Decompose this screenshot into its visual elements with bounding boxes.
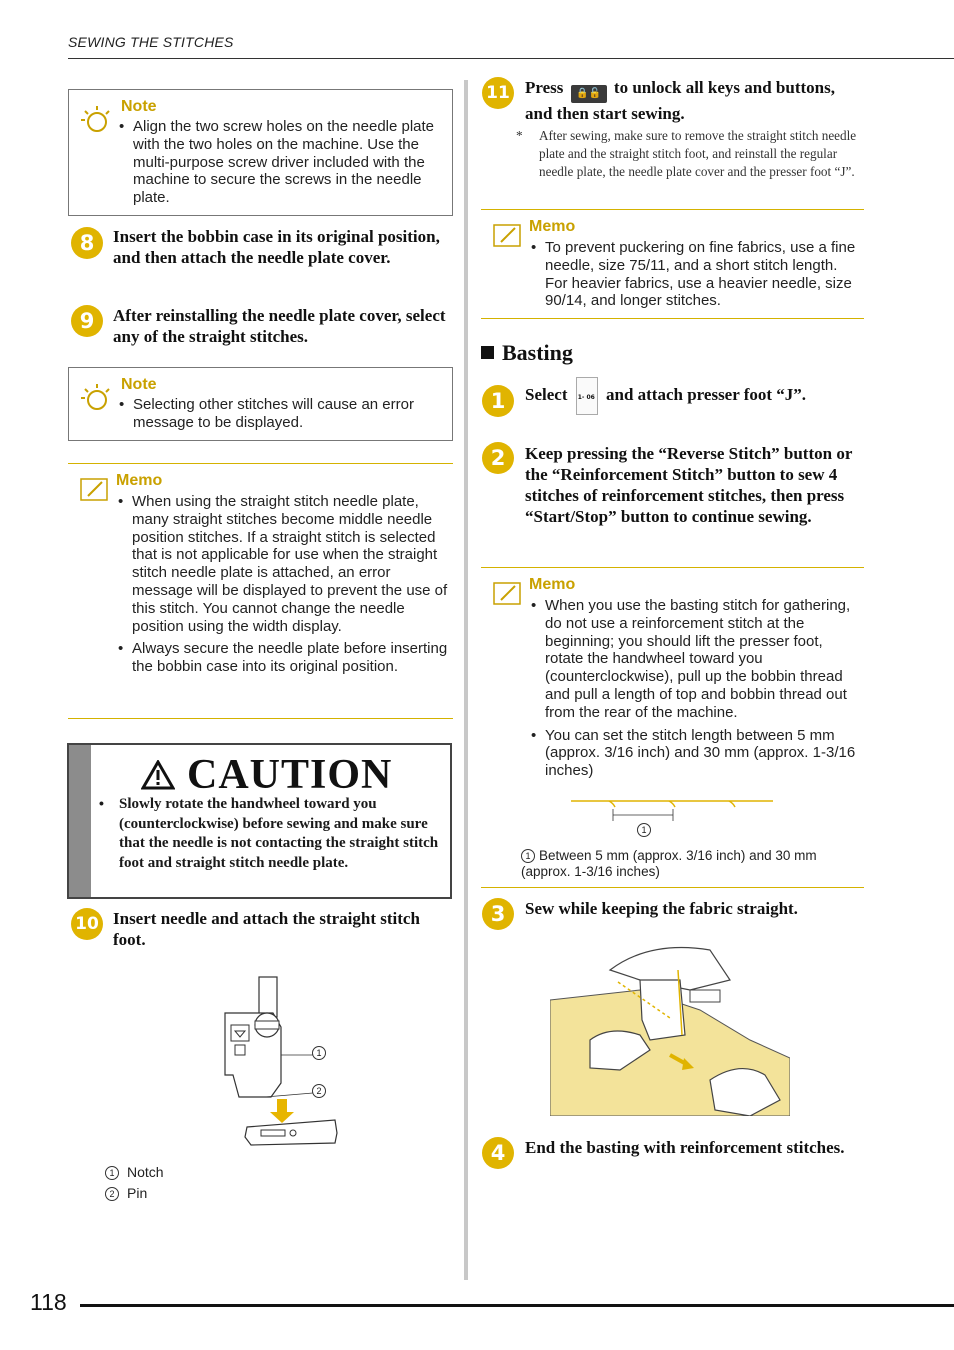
note-list	[119, 396, 439, 437]
memo-list	[531, 239, 856, 315]
section-title-basting	[481, 340, 573, 366]
column-divider	[464, 80, 468, 1280]
memo-box-1	[68, 463, 453, 719]
lightbulb-icon	[79, 380, 113, 414]
caution-bullet: •	[99, 795, 104, 811]
stitch-icon-label: 1- 06	[577, 394, 595, 402]
note-item: • Selecting other stitches will cause an error message to be displayed.	[119, 396, 439, 432]
sewing-illustration	[550, 940, 790, 1116]
step-b3-text: Sew while keeping the fabric straight.	[525, 899, 798, 918]
note-item: • Align the two screw holes on the needle plate with the two holes on the machine. Use the multi-purpose screw driver included with the machine to secure the screws in the needle plate.	[119, 118, 439, 207]
memo-item: • When using the straight stitch needle plate, many straight stitches become middle needle position stitches. If a straight stitch is selected that is not applicable for use when the straight stitch needle plate is attached, an error message will be displayed to prevent the use of this stitch. You cannot change the needle position using the width display.	[118, 493, 448, 635]
memo-item: • To prevent puckering on fine fabrics, use a fine needle, size 75/11, and a short stitch length. For heavier fabrics, use a heavier needle, size 90/14, and longer stitches.	[531, 239, 856, 310]
step-badge-b4: 4	[482, 1137, 514, 1169]
memo-box-2	[481, 209, 864, 319]
step-11-post: to unlock all keys and buttons, and then start sewing.	[525, 78, 835, 123]
pencil-note-icon	[80, 476, 110, 502]
page-number: 118	[30, 1289, 67, 1315]
caution-title: CAUTION	[187, 752, 393, 798]
legend-number: 1	[105, 1166, 119, 1180]
caption-text: Between 5 mm (approx. 3/16 inch) and 30 mm (approx. 1-3/16 inches)	[521, 848, 817, 879]
memo-box-3	[481, 567, 864, 888]
legend-number: 2	[105, 1187, 119, 1201]
callout-1: 1	[312, 1046, 326, 1060]
caution-text: Slowly rotate the handwheel toward you (counterclockwise) before sewing and make sure that the needle is not contacting the straight stitch foot and straight stitch needle plate.	[119, 796, 439, 871]
step-badge-b2: 2	[482, 442, 514, 474]
legend-item	[105, 1184, 164, 1202]
basting-stitch-icon	[576, 377, 598, 415]
pencil-note-icon	[493, 580, 523, 606]
footer-rule	[80, 1304, 954, 1307]
lightbulb-icon	[79, 102, 113, 136]
step-10-text: Insert needle and attach the straight stitch foot.	[113, 909, 420, 949]
lock-key-icon: 🔒🔓	[571, 85, 607, 103]
stitch-length-diagram	[571, 798, 773, 838]
note-title: Note	[121, 376, 157, 393]
step-b1-post: and attach presser foot “J”.	[605, 385, 807, 404]
memo-list	[531, 597, 859, 785]
step-badge-8: 8	[71, 227, 103, 259]
legend-label: Pin	[127, 1185, 148, 1201]
legend-item	[105, 1163, 164, 1181]
running-header: SEWING THE STITCHES	[68, 34, 234, 50]
step-b4-text: End the basting with reinforcement stitches.	[525, 1138, 845, 1157]
memo-title: Memo	[529, 218, 576, 235]
diagram-caption	[521, 848, 856, 880]
step-11-text	[525, 77, 865, 124]
callout-2: 2	[312, 1084, 326, 1098]
note-box-1	[68, 89, 453, 216]
step-8-text: Insert the bobbin case in its original position, and then attach the needle plate cover.	[113, 227, 440, 267]
step-11-pre: Press	[525, 78, 564, 97]
memo-item: • Always secure the needle plate before inserting the bobbin case into its original position.	[118, 640, 448, 676]
legend-label: Notch	[127, 1164, 164, 1180]
step-9-text: After reinstalling the needle plate cover, select any of the straight stitches.	[113, 306, 446, 346]
memo-title: Memo	[116, 472, 163, 489]
header-rule	[68, 58, 954, 59]
step-badge-b3: 3	[482, 898, 514, 930]
figure-legend	[105, 1163, 164, 1202]
caption-number: 1	[521, 849, 535, 863]
step-b1-text	[525, 376, 865, 415]
caution-box	[67, 743, 452, 899]
step-badge-b1: 1	[482, 385, 514, 417]
warning-triangle-icon	[141, 760, 175, 790]
section-square-icon	[481, 346, 494, 359]
memo-title: Memo	[529, 576, 576, 593]
section-title-text: Basting	[502, 340, 573, 365]
note-title: Note	[121, 98, 157, 115]
asterisk-mark: *	[516, 128, 523, 143]
caution-sidebar	[69, 745, 91, 897]
step-badge-9: 9	[71, 305, 103, 337]
note-list	[119, 118, 439, 212]
diagram-callout: 1	[637, 823, 651, 837]
step-11-footnote: After sewing, make sure to remove the straight stitch needle plate and the straight stitch foot, and reinstall the regular needle plate, the needle plate cover and the presser foot “J”.	[539, 128, 857, 179]
straight-stitch-foot-illustration	[205, 975, 345, 1150]
memo-item: • You can set the stitch length between 5 mm (approx. 3/16 inch) and 30 mm (approx. 1-3/16 inches)	[531, 727, 859, 780]
note-box-2	[68, 367, 453, 441]
memo-list	[118, 493, 448, 681]
step-badge-11: 11	[482, 77, 514, 109]
memo-item: • When you use the basting stitch for gathering, do not use a reinforcement stitch at the beginning; you should lift the presser foot, rotate the handwheel toward you (counterclockwise), pull up the bobbin thread and pull a length of top and bobbin thread out from the rear of the machine.	[531, 597, 859, 722]
pencil-note-icon	[493, 222, 523, 248]
step-b1-pre: Select	[525, 385, 568, 404]
step-b2-text: Keep pressing the “Reverse Stitch” button or the “Reinforcement Stitch” button to sew 4 stitches of reinforcement stitches, then press “Start/Stop” button to continue sewing.	[525, 444, 853, 526]
step-badge-10: 10	[71, 908, 103, 940]
caution-heading	[141, 751, 392, 799]
